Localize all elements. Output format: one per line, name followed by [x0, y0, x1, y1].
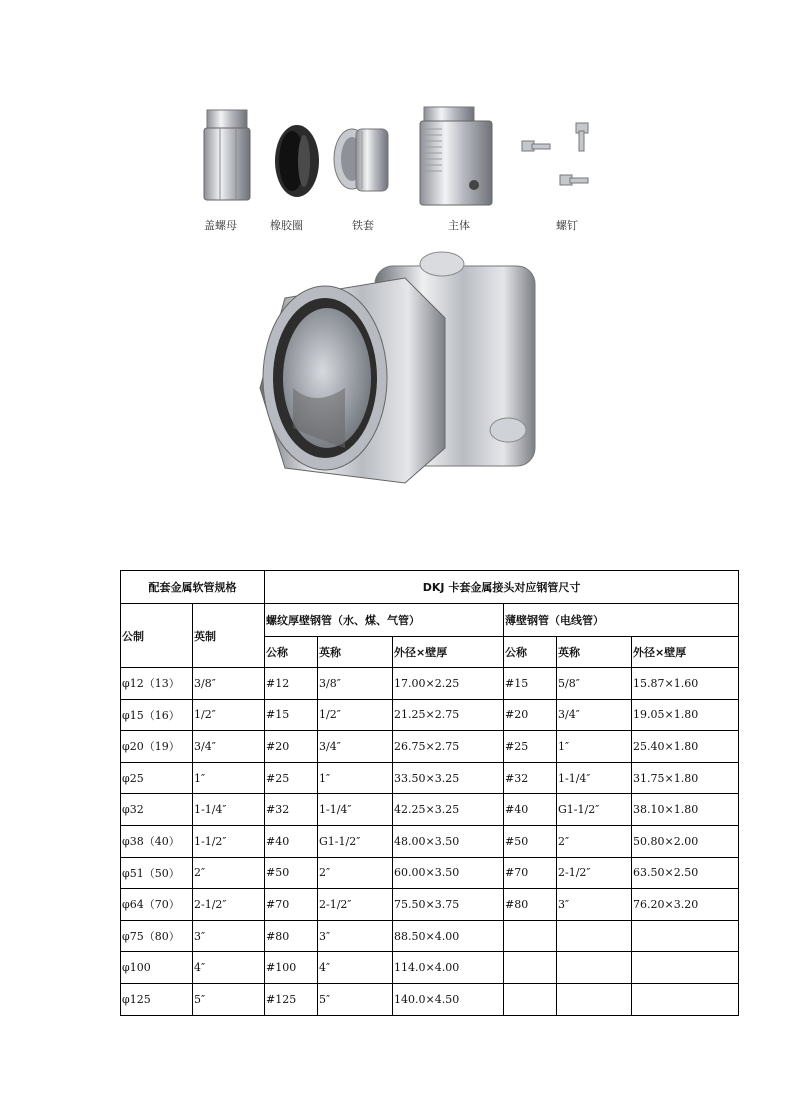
cell-thick-dims: 75.50×3.75 [393, 889, 504, 921]
cell-metric-size: φ25 [121, 762, 193, 794]
cell-imperial-size: 3/8″ [193, 668, 265, 700]
cell-thick-dims: 114.0×4.00 [393, 952, 504, 984]
table-row [121, 668, 739, 700]
exploded-parts-figure [190, 95, 610, 245]
cell-thick-dims: 21.25×2.75 [393, 699, 504, 731]
cell-thick-imperial: 5″ [318, 983, 393, 1015]
subheader-thick-imperial: 英称 [318, 637, 393, 668]
part-label-main-body: 主体 [448, 219, 470, 232]
cell-thick-imperial: 3/8″ [318, 668, 393, 700]
table-row [121, 699, 739, 731]
cell-imperial-size: 1/2″ [193, 699, 265, 731]
cell-thick-dims: 48.00×3.50 [393, 825, 504, 857]
cell-metric-size: φ20（19） [121, 731, 193, 763]
cell-thick-dims: 42.25×3.25 [393, 794, 504, 826]
cell-metric-size: φ12（13） [121, 668, 193, 700]
cell-imperial-size: 4″ [193, 952, 265, 984]
cell-thick-nominal: #50 [265, 857, 318, 889]
cell-thick-nominal: #40 [265, 825, 318, 857]
cell-thin-dims: 15.87×1.60 [632, 668, 739, 700]
cell-thin-imperial: 3″ [557, 889, 632, 921]
cell-thin-nominal: #70 [504, 857, 557, 889]
part-label-rubber-ring: 橡胶圈 [270, 219, 303, 232]
cell-imperial-size: 1″ [193, 762, 265, 794]
spec-table [120, 570, 739, 1016]
main-body-image [418, 105, 494, 211]
cell-metric-size: φ100 [121, 952, 193, 984]
cell-thin-dims [632, 983, 739, 1015]
cap-nut-image [202, 105, 252, 205]
cell-thin-imperial: 5/8″ [557, 668, 632, 700]
subheader-thin-imperial: 英称 [557, 637, 632, 668]
cell-thin-nominal: #32 [504, 762, 557, 794]
cell-thick-imperial: 3″ [318, 920, 393, 952]
cell-thin-nominal: #50 [504, 825, 557, 857]
cell-thin-nominal [504, 920, 557, 952]
cell-thick-nominal: #70 [265, 889, 318, 921]
header-thin-wall-pipe: 薄壁钢管（电线管） [504, 604, 739, 637]
cell-thick-nominal: #25 [265, 762, 318, 794]
subheader-thin-dims: 外径×壁厚 [632, 637, 739, 668]
cell-thick-dims: 88.50×4.00 [393, 920, 504, 952]
cell-imperial-size: 1-1/2″ [193, 825, 265, 857]
header-dkj-pipe-size: DKJ 卡套金属接头对应钢管尺寸 [265, 571, 739, 604]
cell-imperial-size: 2-1/2″ [193, 889, 265, 921]
iron-sleeve-image [332, 123, 394, 199]
cell-metric-size: φ125 [121, 983, 193, 1015]
cell-thin-nominal: #80 [504, 889, 557, 921]
cell-imperial-size: 2″ [193, 857, 265, 889]
table-row [121, 920, 739, 952]
header-imperial: 英制 [193, 604, 265, 668]
cell-imperial-size: 3″ [193, 920, 265, 952]
cell-thin-imperial [557, 983, 632, 1015]
part-label-screws: 螺钉 [556, 219, 578, 232]
spec-table-body [121, 668, 739, 1016]
assembled-connector-image [245, 238, 545, 508]
table-row [121, 952, 739, 984]
cell-thick-nominal: #125 [265, 983, 318, 1015]
cell-thick-dims: 26.75×2.75 [393, 731, 504, 763]
cell-thin-dims: 31.75×1.80 [632, 762, 739, 794]
cell-thin-imperial: 2-1/2″ [557, 857, 632, 889]
table-row [121, 762, 739, 794]
table-row [121, 825, 739, 857]
cell-thin-nominal [504, 952, 557, 984]
subheader-thick-dims: 外径×壁厚 [393, 637, 504, 668]
header-metric: 公制 [121, 604, 193, 668]
cell-thick-nominal: #100 [265, 952, 318, 984]
subheader-thin-nominal: 公称 [504, 637, 557, 668]
part-label-iron-sleeve: 铁套 [352, 219, 374, 232]
cell-thin-imperial: 1″ [557, 731, 632, 763]
table-row [121, 857, 739, 889]
cell-metric-size: φ15（16） [121, 699, 193, 731]
part-label-cap-nut: 盖螺母 [204, 219, 237, 232]
table-row [121, 794, 739, 826]
cell-imperial-size: 1-1/4″ [193, 794, 265, 826]
cell-thin-imperial: 2″ [557, 825, 632, 857]
subheader-thick-nominal: 公称 [265, 637, 318, 668]
cell-metric-size: φ32 [121, 794, 193, 826]
cell-thin-dims: 76.20×3.20 [632, 889, 739, 921]
cell-thin-nominal: #40 [504, 794, 557, 826]
cell-thin-imperial: 3/4″ [557, 699, 632, 731]
table-row [121, 889, 739, 921]
cell-thin-nominal: #20 [504, 699, 557, 731]
cell-thick-imperial: 2″ [318, 857, 393, 889]
cell-thick-imperial: 3/4″ [318, 731, 393, 763]
header-matching-hose-spec: 配套金属软管规格 [121, 571, 265, 604]
cell-thick-nominal: #12 [265, 668, 318, 700]
cell-metric-size: φ51（50） [121, 857, 193, 889]
cell-thick-imperial: G1-1/2″ [318, 825, 393, 857]
cell-thick-imperial: 1/2″ [318, 699, 393, 731]
cell-thick-dims: 17.00×2.25 [393, 668, 504, 700]
cell-thin-dims: 63.50×2.50 [632, 857, 739, 889]
cell-thick-imperial: 1″ [318, 762, 393, 794]
header-thick-wall-pipe: 螺纹厚壁钢管（水、煤、气管） [265, 604, 504, 637]
table-row [121, 731, 739, 763]
table-row [121, 983, 739, 1015]
cell-thin-imperial [557, 920, 632, 952]
cell-thick-dims: 60.00×3.50 [393, 857, 504, 889]
cell-thick-nominal: #80 [265, 920, 318, 952]
cell-metric-size: φ75（80） [121, 920, 193, 952]
cell-thin-imperial: 1-1/4″ [557, 762, 632, 794]
cell-thick-nominal: #32 [265, 794, 318, 826]
cell-thin-nominal [504, 983, 557, 1015]
cell-thick-dims: 33.50×3.25 [393, 762, 504, 794]
cell-thin-dims [632, 952, 739, 984]
cell-metric-size: φ64（70） [121, 889, 193, 921]
cell-thick-imperial: 1-1/4″ [318, 794, 393, 826]
cell-thin-nominal: #15 [504, 668, 557, 700]
rubber-ring-image [274, 123, 320, 199]
cell-thin-dims: 25.40×1.80 [632, 731, 739, 763]
cell-thin-dims: 19.05×1.80 [632, 699, 739, 731]
cell-thick-imperial: 4″ [318, 952, 393, 984]
cell-thick-imperial: 2-1/2″ [318, 889, 393, 921]
cell-imperial-size: 5″ [193, 983, 265, 1015]
cell-thick-dims: 140.0×4.50 [393, 983, 504, 1015]
cell-imperial-size: 3/4″ [193, 731, 265, 763]
screws-image [518, 119, 594, 205]
cell-thin-nominal: #25 [504, 731, 557, 763]
cell-thin-dims: 50.80×2.00 [632, 825, 739, 857]
cell-metric-size: φ38（40） [121, 825, 193, 857]
cell-thick-nominal: #20 [265, 731, 318, 763]
cell-thin-imperial [557, 952, 632, 984]
cell-thick-nominal: #15 [265, 699, 318, 731]
cell-thin-dims: 38.10×1.80 [632, 794, 739, 826]
cell-thin-dims [632, 920, 739, 952]
cell-thin-imperial: G1-1/2″ [557, 794, 632, 826]
